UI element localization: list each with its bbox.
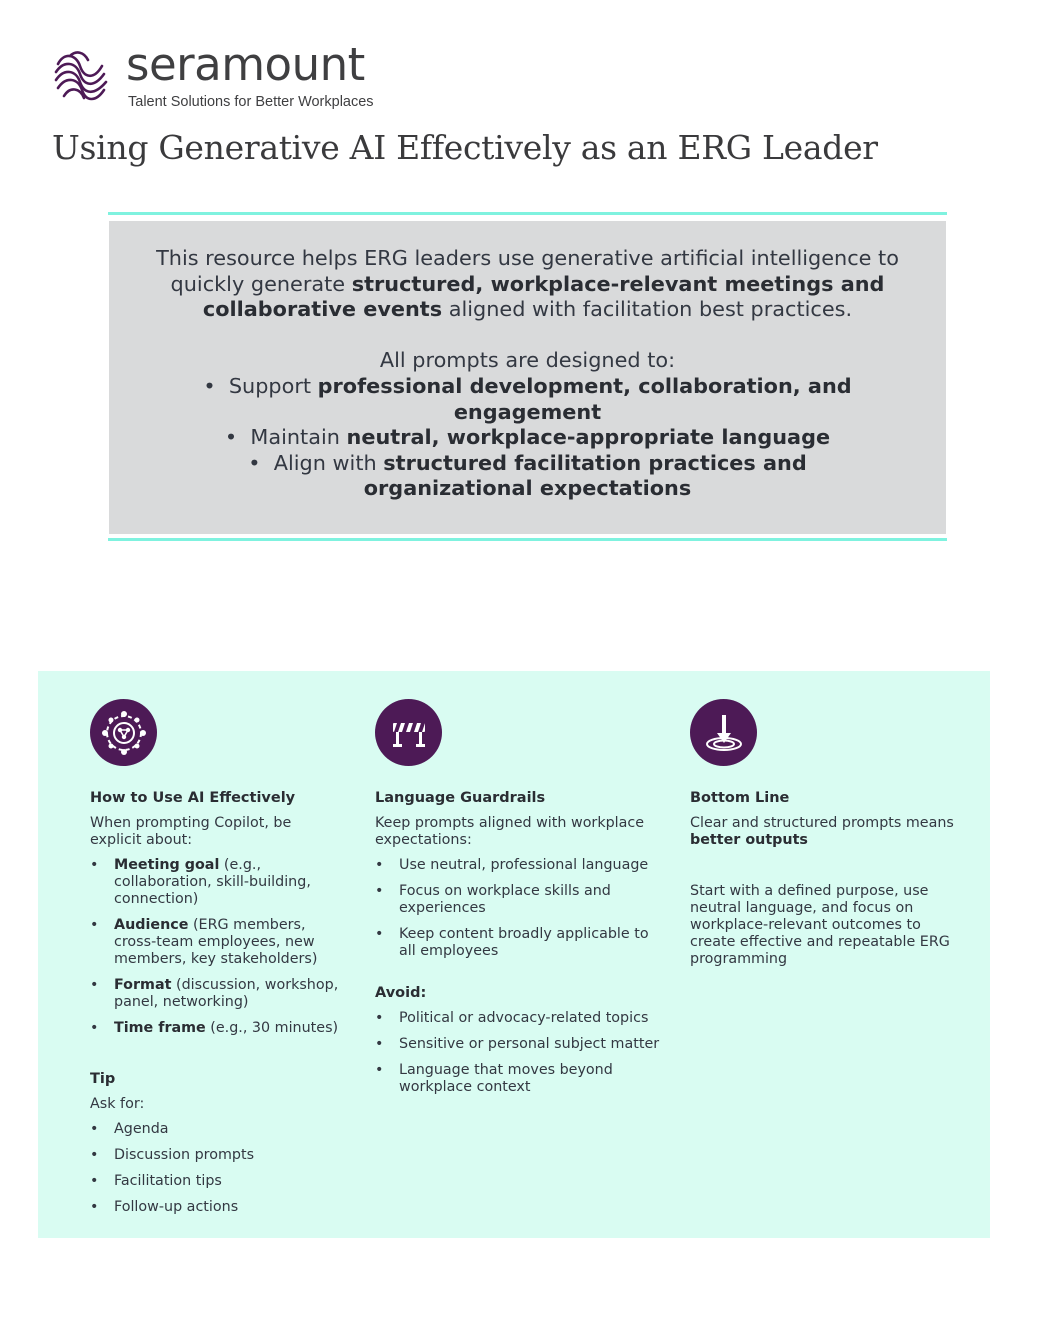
guardrails-list — [375, 857, 665, 960]
list-item — [90, 977, 340, 1011]
intro-bullet: • Align with structured facilitation practices and organizational expectations — [248, 450, 807, 501]
list-item-bold: Format — [114, 977, 172, 993]
intro-lead-bold: structured, workplace-relevant meetings and collaborative events — [202, 271, 885, 322]
guardrails-intro: Keep prompts aligned with workplace expectations: — [375, 815, 645, 848]
list-item: • Use neutral, professional language — [375, 857, 665, 874]
intro-bullet-bold: neutral, workplace-appropriate language — [346, 425, 831, 450]
list-item: • Sensitive or personal subject matter — [375, 1036, 665, 1053]
intro-bullet: • Support professional development, collaboration, and engagement — [203, 373, 852, 424]
guardrails-heading: Language Guardrails — [375, 790, 546, 806]
list-item: • Discussion prompts — [90, 1147, 340, 1164]
list-item — [90, 917, 340, 968]
avoid-heading: Avoid: — [375, 985, 427, 1001]
how-to-list — [90, 857, 340, 1037]
list-item: • Agenda — [90, 1121, 340, 1138]
list-item: • Keep content broadly applicable to all employees — [375, 926, 665, 960]
tips-panel — [38, 671, 990, 1238]
list-item-text: (discussion, workshop, panel, networking) — [114, 977, 339, 1010]
how-to-column — [90, 699, 340, 1225]
list-item-bold: Meeting goal — [114, 857, 220, 873]
tip-intro: Ask for: — [90, 1096, 145, 1112]
avoid-list — [375, 1010, 665, 1096]
bottom-line-text — [690, 815, 970, 849]
network-gear-icon — [90, 699, 157, 766]
intro-bullet: • Maintain neutral, workplace-appropriate language — [224, 425, 831, 450]
list-item-text: (ERG members, cross-team employees, new members, key stakeholders) — [114, 917, 318, 967]
list-item-bold: Time frame — [114, 1020, 206, 1036]
intro-lead-text: This resource helps ERG leaders use generative artificial intelligence to quickly generate — [156, 246, 899, 296]
list-item: • Language that moves beyond workplace context — [375, 1062, 665, 1096]
bottom-line-column — [690, 699, 970, 968]
barrier-icon — [375, 699, 442, 766]
brand-name: seramount — [126, 38, 365, 91]
list-item-bold: Audience — [114, 917, 189, 933]
tip-list — [90, 1121, 340, 1216]
intro-bottom-rule — [108, 538, 947, 541]
intro-bullet-lead: Maintain — [250, 425, 347, 450]
brand-tagline: Talent Solutions for Better Workplaces — [128, 94, 374, 110]
intro-bullet-bold: structured facilitation practices and organizational expectations — [363, 450, 807, 501]
list-item: • Focus on workplace skills and experiences — [375, 883, 665, 917]
intro-bullet-lead: Support — [228, 373, 318, 398]
list-item: • Political or advocacy-related topics — [375, 1010, 665, 1027]
tip-heading: Tip — [90, 1071, 116, 1087]
list-item — [90, 1020, 340, 1037]
list-item: • Facilitation tips — [90, 1173, 340, 1190]
target-arrow-icon — [690, 699, 757, 766]
list-item — [90, 857, 340, 908]
intro-lead — [148, 246, 908, 323]
bottom-line-summary: Start with a defined purpose, use neutral language, and focus on workplace-relevant outcomes to create effective and repeatable ERG programming — [690, 883, 950, 967]
how-to-intro: When prompting Copilot, be explicit about: — [90, 815, 292, 848]
list-item-text: (e.g., 30 minutes) — [205, 1020, 339, 1036]
intro-bullet-lead: Align with — [273, 450, 384, 475]
intro-box — [109, 221, 946, 534]
intro-designed-to: All prompts are designed to: — [379, 348, 676, 373]
bottom-line-bold: better outputs — [690, 832, 808, 848]
bottom-line-text-lead: Clear and structured prompts means — [690, 815, 954, 831]
list-item-text: (e.g., collaboration, skill-building, connection) — [114, 857, 311, 907]
intro-lead-text-end: aligned with facilitation best practices. — [442, 297, 853, 322]
page-title: Using Generative AI Effectively as an ERG Leader — [52, 128, 878, 167]
guardrails-column — [375, 699, 665, 1105]
bottom-line-heading: Bottom Line — [690, 790, 790, 806]
intro-top-rule — [108, 212, 947, 215]
list-item: • Follow-up actions — [90, 1199, 340, 1216]
intro-bullet-bold: professional development, collaboration, and engagement — [317, 373, 852, 424]
how-to-heading: How to Use AI Effectively — [90, 790, 296, 806]
wave-swirl-logo-icon — [50, 46, 112, 108]
